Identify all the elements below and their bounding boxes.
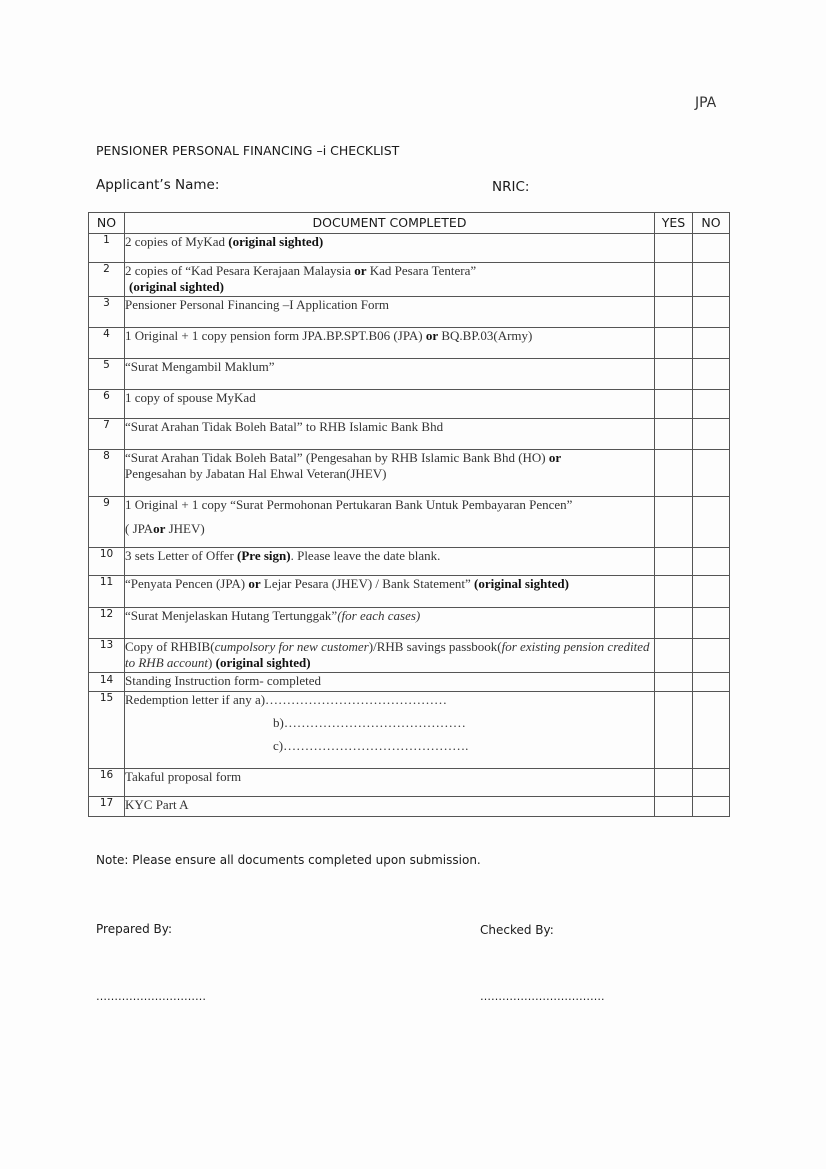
- doc-text: “Surat Mengambil Maklum”: [125, 359, 275, 374]
- no-cell[interactable]: [693, 359, 730, 390]
- no-cell[interactable]: [693, 450, 730, 497]
- table-row: [89, 576, 730, 608]
- yes-cell[interactable]: [655, 234, 693, 263]
- doc-bold: or: [425, 328, 439, 343]
- row-document: [125, 328, 655, 359]
- table-row: [89, 673, 730, 692]
- no-cell[interactable]: [693, 548, 730, 576]
- table-row: [89, 263, 730, 297]
- yes-cell[interactable]: [655, 390, 693, 419]
- no-cell[interactable]: [693, 608, 730, 639]
- no-cell[interactable]: [693, 673, 730, 692]
- doc-text: BQ.BP.03(Army): [438, 328, 533, 343]
- no-cell[interactable]: [693, 390, 730, 419]
- doc-text: ): [208, 655, 216, 670]
- table-row: [89, 639, 730, 673]
- doc-text: JHEV): [165, 521, 205, 536]
- row-number: 13: [89, 639, 125, 673]
- doc-bold: or: [548, 450, 562, 465]
- row-number: 6: [89, 390, 125, 419]
- table-row: [89, 390, 730, 419]
- doc-text: 1 copy of spouse MyKad: [125, 390, 256, 405]
- doc-text: KYC Part A: [125, 797, 189, 812]
- table-row: [89, 419, 730, 450]
- doc-bold: (original sighted): [129, 279, 224, 294]
- row-document: [125, 263, 655, 297]
- table-header-row: [89, 213, 730, 234]
- row-number: 10: [89, 548, 125, 576]
- no-cell[interactable]: [693, 692, 730, 769]
- row-document: [125, 548, 655, 576]
- yes-cell[interactable]: [655, 497, 693, 548]
- table-row: [89, 797, 730, 817]
- yes-cell[interactable]: [655, 548, 693, 576]
- doc-text: “Penyata Pencen (JPA): [125, 576, 249, 591]
- doc-bold: or: [354, 263, 367, 278]
- row-number: 1: [89, 234, 125, 263]
- no-cell[interactable]: [693, 576, 730, 608]
- header-no-col: NO: [693, 213, 730, 234]
- doc-text: Redemption letter if any a)……………………………………: [125, 692, 448, 707]
- nric-label: NRIC:: [492, 179, 530, 195]
- doc-text: 3 sets Letter of Offer: [125, 548, 238, 563]
- corner-code: JPA: [695, 95, 717, 111]
- yes-cell[interactable]: [655, 297, 693, 328]
- checked-by-label: Checked By:: [480, 923, 554, 937]
- row-document: [125, 797, 655, 817]
- doc-bold: (original sighted): [215, 655, 311, 670]
- doc-text: 2 copies of MyKad: [125, 234, 229, 249]
- row-number: 12: [89, 608, 125, 639]
- row-document: [125, 639, 655, 673]
- row-number: 11: [89, 576, 125, 608]
- row-document: [125, 692, 655, 769]
- table-row: [89, 608, 730, 639]
- table-row: [89, 692, 730, 769]
- row-number: 4: [89, 328, 125, 359]
- doc-text: Pensioner Personal Financing –I Application Form: [125, 297, 389, 312]
- row-document: [125, 419, 655, 450]
- doc-bold: or: [153, 521, 166, 536]
- no-cell[interactable]: [693, 263, 730, 297]
- applicant-name-label: Applicant’s Name:: [96, 177, 220, 193]
- row-document: [125, 576, 655, 608]
- yes-cell[interactable]: [655, 769, 693, 797]
- row-document: [125, 608, 655, 639]
- no-cell[interactable]: [693, 297, 730, 328]
- doc-italic: for existing pension credited to RHB account: [125, 639, 650, 670]
- yes-cell[interactable]: [655, 328, 693, 359]
- doc-italic: cumpolsory for new customer: [214, 639, 369, 654]
- row-number: 5: [89, 359, 125, 390]
- page-title: PENSIONER PERSONAL FINANCING –i CHECKLIST: [96, 143, 400, 158]
- doc-bold: or: [248, 576, 261, 591]
- no-cell[interactable]: [693, 234, 730, 263]
- no-cell[interactable]: [693, 419, 730, 450]
- doc-text: 1 Original + 1 copy pension form JPA.BP.SPT.B06 (JPA): [125, 328, 426, 343]
- no-cell[interactable]: [693, 639, 730, 673]
- doc-text: 2 copies of “Kad Pesara Kerajaan Malaysia: [125, 263, 355, 278]
- yes-cell[interactable]: [655, 576, 693, 608]
- doc-text: ( JPA: [125, 521, 154, 536]
- doc-bold: (original sighted): [228, 234, 324, 249]
- row-number: 16: [89, 769, 125, 797]
- submission-note: Note: Please ensure all documents completed upon submission.: [96, 853, 481, 867]
- doc-bold: (Pre sign): [237, 548, 291, 563]
- row-number: 8: [89, 450, 125, 497]
- doc-text: Standing Instruction form- completed: [125, 673, 322, 688]
- row-document: [125, 497, 655, 548]
- row-number: 17: [89, 797, 125, 817]
- no-cell[interactable]: [693, 797, 730, 817]
- table-row: [89, 328, 730, 359]
- row-number: 3: [89, 297, 125, 328]
- doc-text: . Please leave the date blank.: [290, 548, 441, 563]
- yes-cell[interactable]: [655, 608, 693, 639]
- prepared-signature-line: …………………………: [96, 990, 206, 1003]
- yes-cell[interactable]: [655, 419, 693, 450]
- doc-text: 1 Original + 1 copy “Surat Permohonan Pertukaran Bank Untuk Pembayaran Pencen”: [125, 497, 573, 512]
- no-cell[interactable]: [693, 497, 730, 548]
- doc-text: Kad Pesara Tentera”: [366, 263, 477, 278]
- header-document: DOCUMENT COMPLETED: [125, 213, 655, 234]
- table-row: [89, 450, 730, 497]
- doc-text: Lejar Pesara (JHEV) / Bank Statement”: [260, 576, 474, 591]
- no-cell[interactable]: [693, 328, 730, 359]
- table-row: [89, 548, 730, 576]
- table-row: [89, 359, 730, 390]
- row-number: 9: [89, 497, 125, 548]
- yes-cell[interactable]: [655, 673, 693, 692]
- table-row: [89, 297, 730, 328]
- doc-text: “Surat Menjelaskan Hutang Tertunggak”: [125, 608, 338, 623]
- table-row: [89, 497, 730, 548]
- doc-bold: (original sighted): [474, 576, 569, 591]
- yes-cell[interactable]: [655, 359, 693, 390]
- row-document: [125, 359, 655, 390]
- row-document: [125, 769, 655, 797]
- row-document: [125, 390, 655, 419]
- yes-cell[interactable]: [655, 797, 693, 817]
- yes-cell[interactable]: [655, 450, 693, 497]
- row-document: [125, 297, 655, 328]
- row-document: [125, 450, 655, 497]
- prepared-by-label: Prepared By:: [96, 922, 173, 936]
- row-number: 15: [89, 692, 125, 769]
- row-number: 2: [89, 263, 125, 297]
- yes-cell[interactable]: [655, 639, 693, 673]
- checked-signature-line: …………………………….: [480, 990, 605, 1003]
- no-cell[interactable]: [693, 769, 730, 797]
- doc-text: Pengesahan by Jabatan Hal Ehwal Veteran(JHEV): [125, 466, 387, 481]
- header-no: NO: [89, 213, 125, 234]
- doc-text: Copy of RHBIB(: [125, 639, 215, 654]
- header-yes: YES: [655, 213, 693, 234]
- doc-text: Takaful proposal form: [125, 769, 242, 784]
- doc-text: “Surat Arahan Tidak Boleh Batal” (Pengesahan by RHB Islamic Bank Bhd (HO): [125, 450, 549, 465]
- table-row: [89, 234, 730, 263]
- doc-text: b)……………………………………: [273, 715, 466, 730]
- doc-text: )/RHB savings passbook(: [368, 639, 502, 654]
- checklist-table: [88, 212, 730, 817]
- doc-text: “Surat Arahan Tidak Boleh Batal” to RHB Islamic Bank Bhd: [125, 419, 444, 434]
- doc-italic: (for each cases): [337, 608, 421, 623]
- yes-cell[interactable]: [655, 692, 693, 769]
- table-row: [89, 769, 730, 797]
- row-number: 7: [89, 419, 125, 450]
- doc-text: c)…………………………………….: [273, 738, 469, 753]
- row-document: [125, 673, 655, 692]
- row-document: [125, 234, 655, 263]
- yes-cell[interactable]: [655, 263, 693, 297]
- row-number: 14: [89, 673, 125, 692]
